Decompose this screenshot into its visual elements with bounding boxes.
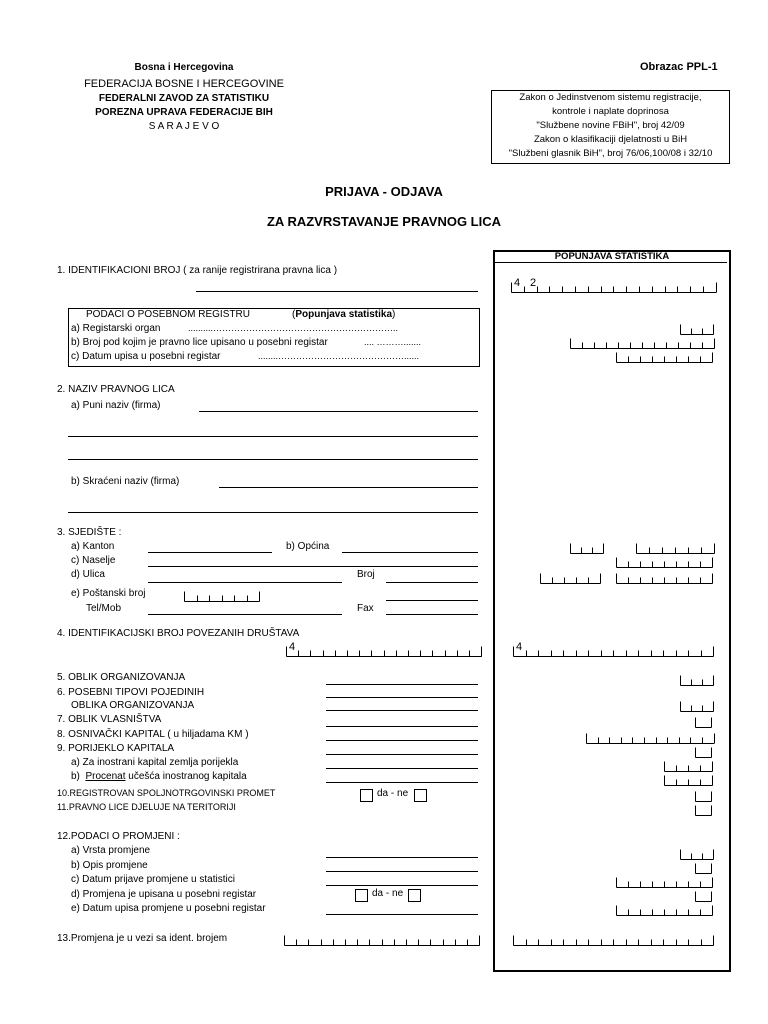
street-label: d) Ulica bbox=[71, 569, 105, 580]
postal-extra-field[interactable] bbox=[386, 600, 478, 601]
stat-organization-form-comb[interactable] bbox=[680, 675, 715, 687]
stat-change-register-date-comb[interactable] bbox=[616, 905, 714, 917]
change-report-date-label: c) Datum prijave promjene u statistici bbox=[71, 874, 235, 885]
stat-change-description-comb[interactable] bbox=[695, 863, 713, 875]
city-name: S A R A J E V O bbox=[148, 121, 220, 132]
stat-origin-country-comb[interactable] bbox=[664, 761, 714, 773]
short-name-field[interactable] bbox=[219, 487, 478, 488]
item-11-label: 11.PRAVNO LICE DJELUJE NA TERITORIJI bbox=[57, 802, 236, 812]
item-9b-rest: učešća inostranog kapitala bbox=[128, 771, 247, 782]
law-line: kontrole i naplate doprinosa bbox=[552, 106, 669, 117]
register-organ-label: a) Registarski organ bbox=[71, 323, 161, 334]
change-register-date-field[interactable] bbox=[326, 914, 478, 915]
stat-change-report-date-comb[interactable] bbox=[616, 877, 714, 889]
change-register-date-label: e) Datum upisa promjene u posebni registar bbox=[71, 903, 266, 914]
register-number-label: b) Broj pod kojim je pravno lice upisano u posebni registar bbox=[71, 337, 328, 348]
form-title: PRIJAVA - ODJAVA bbox=[325, 184, 443, 199]
trade-no-checkbox[interactable] bbox=[414, 789, 427, 802]
section-4-label: 4. IDENTIFIKACIJSKI BROJ POVEZANIH DRUŠTAVA bbox=[57, 628, 300, 639]
stat-territory-comb[interactable] bbox=[695, 805, 713, 817]
canton-field[interactable] bbox=[148, 552, 272, 553]
change-registered-yes-checkbox[interactable] bbox=[355, 889, 368, 902]
note-paren: ) bbox=[392, 309, 396, 320]
change-type-field[interactable] bbox=[326, 857, 478, 858]
special-register-title: PODACI O POSEBNOM REGISTRU bbox=[86, 309, 250, 320]
related-id-comb[interactable] bbox=[286, 646, 483, 658]
trade-yes-checkbox[interactable] bbox=[360, 789, 373, 802]
street-field[interactable] bbox=[148, 582, 342, 583]
phone-label: Tel/Mob bbox=[86, 603, 122, 614]
change-type-label: a) Vrsta promjene bbox=[71, 845, 151, 856]
section-2-label: 2. NAZIV PRAVNOG LICA bbox=[57, 384, 175, 395]
full-name-field-line-3[interactable] bbox=[68, 459, 478, 460]
change-description-label: b) Opis promjene bbox=[71, 860, 148, 871]
change-description-field[interactable] bbox=[326, 871, 478, 872]
special-register-note bbox=[292, 309, 395, 320]
item-7-label: 7. OBLIK VLASNIŠTVA bbox=[57, 714, 162, 725]
law-reference-box bbox=[491, 90, 730, 164]
section-3-label: 3. SJEDIŠTE : bbox=[57, 527, 122, 538]
stat-special-types-comb[interactable] bbox=[680, 701, 715, 713]
register-date-label: c) Datum upisa u posebni registar bbox=[71, 351, 221, 362]
municipality-field[interactable] bbox=[342, 552, 478, 553]
ownership-form-field[interactable] bbox=[326, 726, 478, 727]
statistics-column-header: POPUNJAVA STATISTIKA bbox=[554, 251, 670, 262]
stat-register-number-comb[interactable] bbox=[570, 338, 716, 350]
stat-foreign-share-comb[interactable] bbox=[664, 775, 714, 787]
stat-ownership-comb[interactable] bbox=[695, 717, 713, 729]
yes-no-label: da - ne bbox=[377, 788, 409, 799]
foreign-share-field[interactable] bbox=[326, 782, 478, 783]
statistics-header-divider bbox=[495, 262, 727, 263]
prefilled-digit: 2 bbox=[530, 277, 537, 289]
law-line: Zakon o Jedinstvenom sistemu registracije, bbox=[519, 92, 702, 103]
phone-field[interactable] bbox=[148, 614, 342, 615]
stat-house-number-comb[interactable] bbox=[616, 573, 714, 585]
house-number-field[interactable] bbox=[386, 582, 478, 583]
item-10-label: 10.REGISTROVAN SPOLJNOTRGOVINSKI PROMET bbox=[57, 788, 276, 798]
canton-label: a) Kanton bbox=[71, 541, 115, 552]
short-name-field-line-2[interactable] bbox=[68, 512, 478, 513]
register-date-dots: ........……………………………………...... bbox=[258, 351, 420, 361]
change-registered-no-checkbox[interactable] bbox=[408, 889, 421, 902]
form-code: Obrazac PPL-1 bbox=[640, 61, 718, 73]
item-6-label-cont: OBLIKA ORGANIZOVANJA bbox=[71, 700, 195, 711]
note-text: Popunjava statistika bbox=[295, 309, 393, 320]
change-report-date-field[interactable] bbox=[326, 885, 478, 886]
item-9b-prefix: b) bbox=[71, 771, 80, 782]
register-organ-dots: ..........…………………………………………………….. bbox=[188, 323, 399, 333]
fax-field[interactable] bbox=[386, 614, 478, 615]
fax-label: Fax bbox=[357, 603, 374, 614]
section-1-label: 1. IDENTIFIKACIONI BROJ ( za ranije registrirana pravna lica ) bbox=[57, 265, 338, 276]
law-line: "Službeni glasnik BiH", broj 76/06,100/08 i 32/10 bbox=[508, 148, 713, 159]
full-name-field[interactable] bbox=[199, 411, 478, 412]
short-name-label: b) Skraćeni naziv (firma) bbox=[71, 476, 180, 487]
yes-no-label: da - ne bbox=[372, 888, 404, 899]
stat-id-number-comb[interactable] bbox=[511, 282, 718, 294]
stat-change-registered-comb[interactable] bbox=[695, 891, 713, 903]
stat-trade-comb[interactable] bbox=[695, 791, 713, 803]
institute-name: FEDERALNI ZAVOD ZA STATISTIKU bbox=[98, 93, 270, 104]
item-9b-underlined: Procenat bbox=[85, 771, 126, 782]
special-types-field[interactable] bbox=[326, 697, 478, 698]
item-9b-label bbox=[71, 771, 247, 782]
stat-related-id-comb[interactable] bbox=[513, 646, 715, 658]
organization-form-field[interactable] bbox=[326, 684, 478, 685]
settlement-label: c) Naselje bbox=[71, 555, 116, 566]
law-line: Zakon o klasifikaciji djelatnosti u BiH bbox=[533, 134, 688, 145]
house-number-label: Broj bbox=[357, 569, 375, 580]
stat-register-organ-comb[interactable] bbox=[680, 324, 715, 336]
stat-register-date-comb[interactable] bbox=[616, 352, 714, 364]
country-name: Bosna i Hercegovina bbox=[134, 62, 234, 73]
full-name-field-line-2[interactable] bbox=[68, 436, 478, 437]
section-13-label: 13.Promjena je u vezi sa ident. brojem bbox=[57, 933, 228, 944]
full-name-label: a) Puni naziv (firma) bbox=[71, 400, 161, 411]
change-id-number-comb[interactable] bbox=[284, 935, 481, 947]
register-number-dots: .... ………....... bbox=[364, 337, 422, 347]
item-9-label: 9. PORIJEKLO KAPITALA bbox=[57, 743, 175, 754]
special-types-field-2[interactable] bbox=[326, 710, 478, 711]
item-8-label: 8. OSNIVAČKI KAPITAL ( u hiljadama KM ) bbox=[57, 729, 249, 740]
origin-country-field[interactable] bbox=[326, 768, 478, 769]
prefilled-digit: 4 bbox=[516, 641, 523, 653]
postal-code-label: e) Poštanski broj bbox=[71, 588, 146, 599]
note-paren: ( bbox=[292, 309, 296, 320]
item-9a-label: a) Za inostrani kapital zemlja porijekla bbox=[71, 757, 239, 768]
item-6-label: 6. POSEBNI TIPOVI POJEDINIH bbox=[57, 687, 205, 698]
form-subtitle: ZA RAZVRSTAVANJE PRAVNOG LICA bbox=[266, 214, 501, 229]
stat-settlement-comb[interactable] bbox=[616, 557, 714, 569]
stat-canton-comb[interactable] bbox=[570, 543, 605, 555]
municipality-label: b) Općina bbox=[286, 541, 330, 552]
prefilled-digit: 4 bbox=[289, 641, 296, 653]
prefilled-digit: 4 bbox=[514, 277, 521, 289]
settlement-field[interactable] bbox=[148, 566, 478, 567]
capital-origin-field[interactable] bbox=[326, 754, 478, 755]
stat-municipality-comb[interactable] bbox=[636, 543, 716, 555]
founding-capital-field[interactable] bbox=[326, 740, 478, 741]
postal-code-comb[interactable] bbox=[184, 591, 261, 603]
tax-admin-name: POREZNA UPRAVA FEDERACIJE BIH bbox=[95, 107, 273, 118]
stat-change-id-number-comb[interactable] bbox=[513, 935, 715, 947]
federation-name: FEDERACIJA BOSNE I HERCEGOVINE bbox=[84, 78, 284, 90]
stat-capital-comb[interactable] bbox=[586, 733, 716, 745]
identification-number-field[interactable] bbox=[196, 291, 478, 292]
stat-change-type-comb[interactable] bbox=[680, 849, 715, 861]
section-12-label: 12.PODACI O PROMJENI : bbox=[57, 831, 180, 842]
law-line: "Službene novine FBiH", broj 42/09 bbox=[536, 120, 685, 131]
stat-capital-origin-comb[interactable] bbox=[695, 747, 713, 759]
change-registered-label: d) Promjena je upisana u posebni registar bbox=[71, 889, 257, 900]
item-5-label: 5. OBLIK ORGANIZOVANJA bbox=[57, 672, 186, 683]
stat-street-comb[interactable] bbox=[540, 573, 602, 585]
